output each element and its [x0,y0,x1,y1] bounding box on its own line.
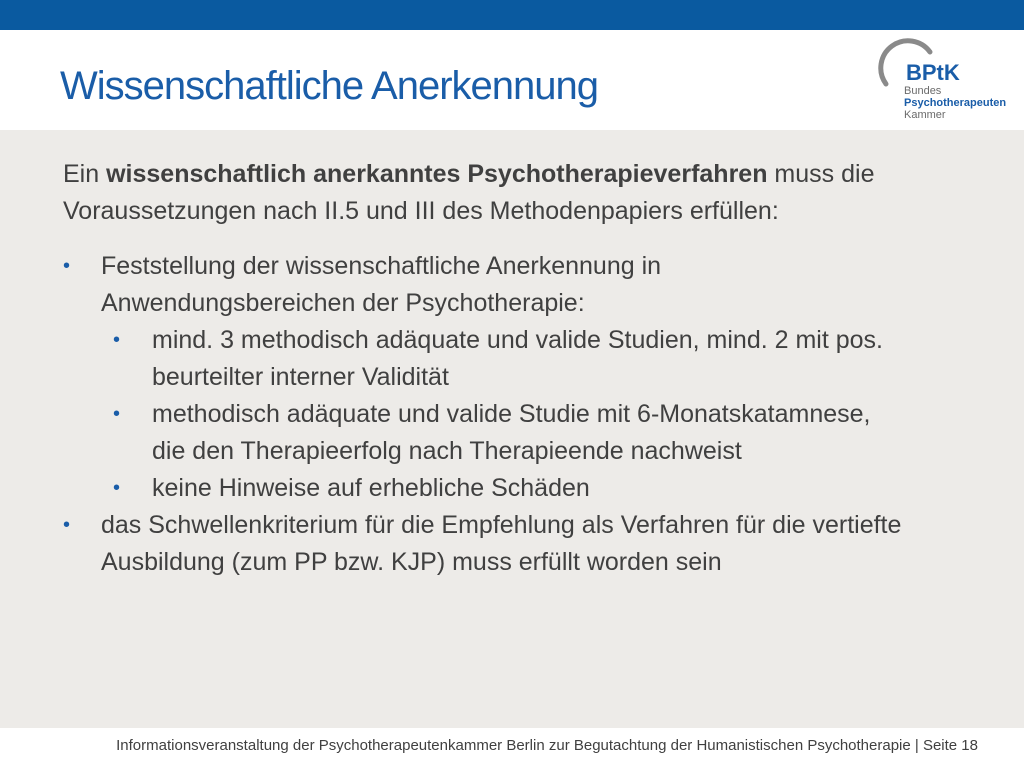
bullet-text: Feststellung der wissenschaftliche Anerkennung in Anwendungsbereichen der Psychotherapie: [101,252,662,317]
content-panel [0,130,1024,728]
slide-footer: Informationsveranstaltung der Psychotherapeutenkammer Berlin zur Begutachtung der Humanistischen Psychotherapie | Seite 18 [116,737,978,754]
top-accent-bar [0,0,1024,30]
bullet-dot-icon: • [113,329,121,351]
bullet-item [63,507,903,581]
sub-bullet-item [63,322,903,396]
bullet-dot-icon: • [63,514,71,536]
bullet-dot-icon: • [63,255,71,277]
sub-bullet-text: methodisch adäquate und valide Studie mit 6-Monatskatamnese, die den Therapieerfolg nach Therapieende nachweist [152,400,871,465]
logo-line-kammer: Kammer [904,109,946,121]
bullet-text: das Schwellenkriterium für die Empfehlung als Verfahren für die vertiefte Ausbildung (zum PP bzw. KJP) muss erfüllt worden sein [101,511,902,576]
bptk-logo [878,38,1008,124]
slide-title: Wissenschaftliche Anerkennung [60,64,598,108]
logo-mark: BPtK [906,60,960,85]
slide-body [63,156,903,581]
sub-bullet-item [63,470,903,507]
intro-before: Ein [63,160,107,188]
bullet-item [63,248,903,322]
sub-bullet-text: keine Hinweise auf erhebliche Schäden [152,474,590,502]
sub-bullet-item [63,396,903,470]
logo-line-bundes: Bundes [904,85,942,97]
sub-bullet-text: mind. 3 methodisch adäquate und valide Studien, mind. 2 mit pos. beurteilter interner Validität [152,326,883,391]
bullet-dot-icon: • [113,403,121,425]
intro-paragraph [63,156,903,230]
intro-bold: wissenschaftlich anerkanntes Psychotherapieverfahren [106,160,768,188]
intro-after: muss die Voraussetzungen nach II.5 und III des Methodenpapiers erfüllen: [63,160,875,225]
bullet-dot-icon: • [113,477,121,499]
logo-line-psychotherapeuten: Psychotherapeuten [904,97,1007,109]
